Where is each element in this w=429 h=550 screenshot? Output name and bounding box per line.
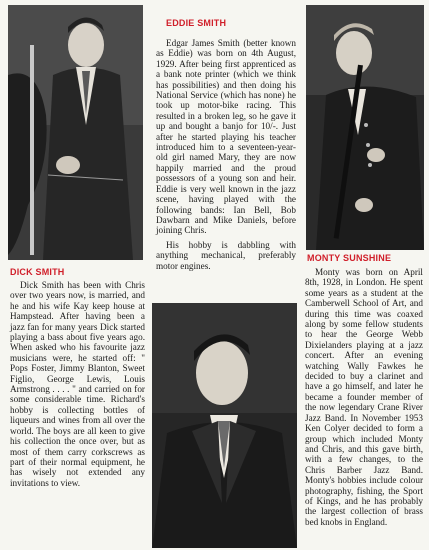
eddie-smith-photo xyxy=(152,303,297,548)
monty-sunshine-heading: MONTY SUNSHINE xyxy=(307,253,392,263)
monty-sunshine-text xyxy=(305,267,423,531)
dick-smith-photo xyxy=(8,5,143,260)
eddie-smith-paragraph-1: Edgar James Smith (better known as Eddie) was born on 4th August, 1929. After being first apprenticed as a bank note printer (which we think has possibilities) and then doing his National Service (which has none) he took up motor-bike racing. This resulted in a broken leg, so he gave it up and bought a banjo for 10/-. Just after he started playing his teacher introduced him to a seventeen-year-old girl named Mary, they are now happily married and the proud possessors of a young son and heir. Eddie is very well known in the jazz scene, having played with the following bands: Ian Bell, Bob Dawbarn and Mike Daniels, before joining Chris. xyxy=(156,38,296,236)
eddie-smith-heading: EDDIE SMITH xyxy=(166,18,227,28)
dick-smith-heading: DICK SMITH xyxy=(10,267,65,277)
monty-sunshine-paragraph-1: Monty was born on April 8th, 1928, in London. He spent some years as a student at the Camberwell School of Art, and during this time was coaxed along by some fellow students to hear the George Webb Dixielanders playing at a jazz concert. After an evening watching Wally Fawkes he decided to buy a clarinet and have a go himself, and later he became a founder member of the now legendary Crane River Jazz Band. In November 1953 Ken Colyer decided to form a group which included Monty and Chris, and this gave birth, with a few changes, to the Chris Barber Jazz Band. Monty's hobbies include colour photography, fishing, the Sport of Kings, and he has probably the largest collection of brass bed knobs in England. xyxy=(305,267,423,527)
monty-sunshine-photo xyxy=(306,5,424,250)
dick-smith-paragraph-1: Dick Smith has been with Chris over two years now, is married, and he and his wife Kay keep house at Hampstead. After having been a jazz fan for many years Dick started playing a bass about five years ago. When asked who his favourite jazz musicians were, he started off: " Pops Foster, Jimmy Blanton, Sweet Figlio, George Lewis, Louis Armstrong . . . . " and carried on for some considerable time. Richard's hobby is collecting bottles of liqueurs and wines from all over the world. The boys are all keen to give his collection the once over, but as most of them carry corkscrews as part of their normal equipment, he has wisely not extended any invitations to view. xyxy=(10,280,145,488)
eddie-smith-text xyxy=(156,38,296,275)
eddie-smith-paragraph-2: His hobby is dabbling with anything mechanical, preferably motor engines. xyxy=(156,239,296,271)
dick-smith-text xyxy=(10,280,145,492)
